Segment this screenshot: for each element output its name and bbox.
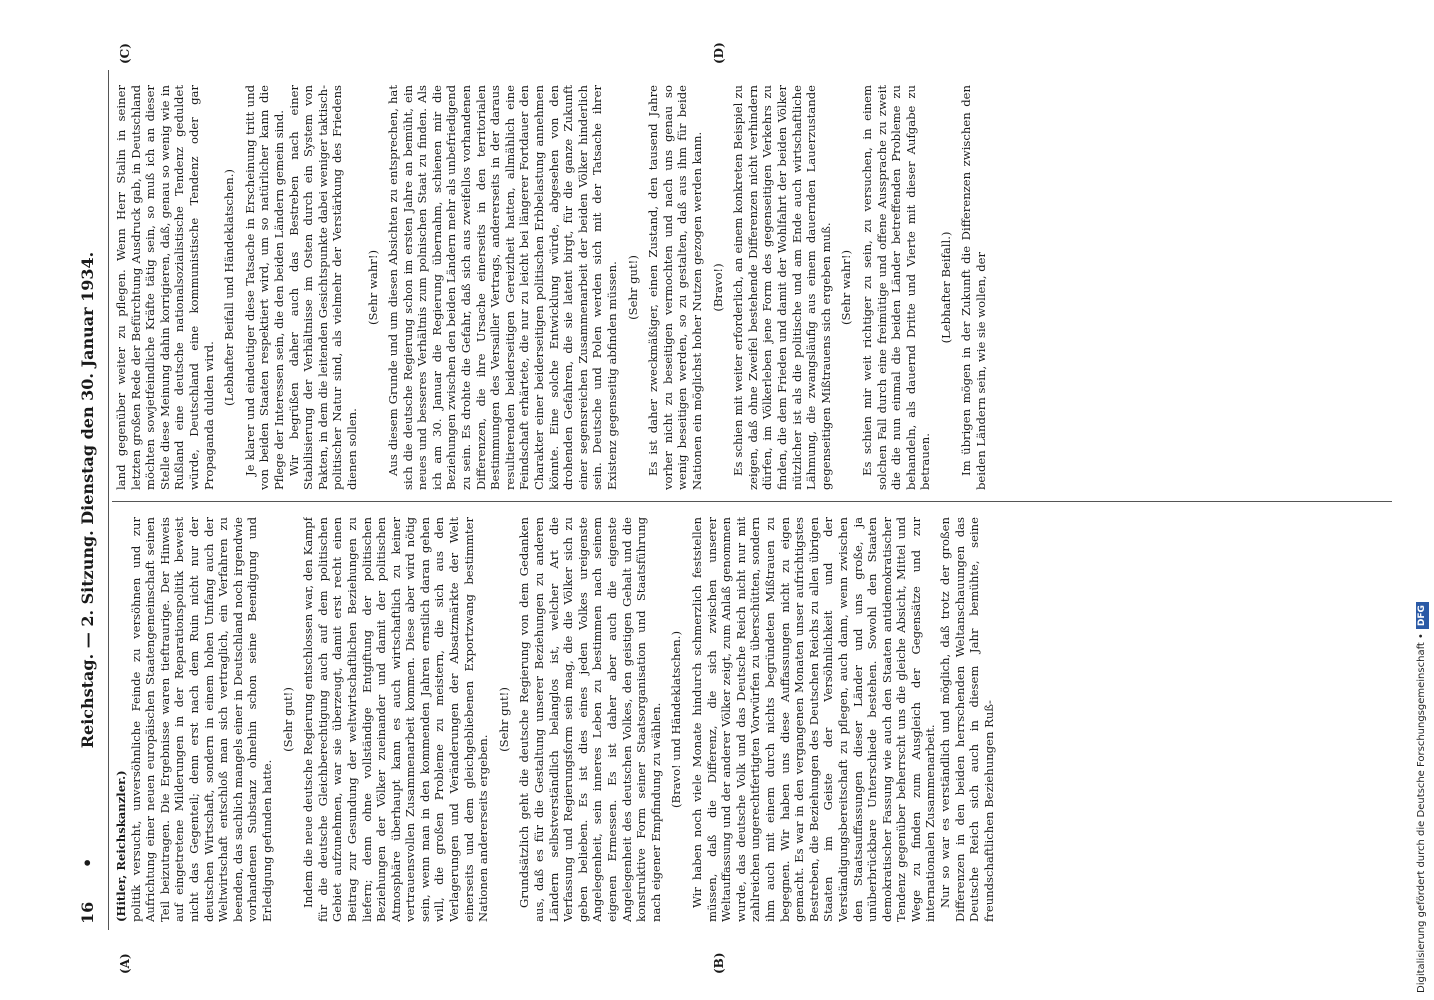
paragraph: Es ist daher zweckmäßiger, einen Zustand, den tausend Jahre vorher nicht zu beseitigen vermochten und nach uns genau so wenig beseitigen werden, so zu gestalten, daß aus ihm für beide Nationen ein möglichst hoher Nutzen gezogen werden kann.	[646, 85, 704, 490]
paragraph: Aus diesem Grunde und um diesen Absichten zu entsprechen, hat sich die deutsche Regierung schon im ersten Jahre an bemüht, ein neues und besseres Verhältnis zum polnischen Staat zu finden. Als ich am 30. Januar die Regierung übernahm, schienen mir die Beziehungen zwischen den beiden Ländern mehr als unbefriedigend zu sein. Es drohte die Gefahr, daß sich aus zweifellos vorhandenen Differenzen, die ihre Ursache einerseits in den territorialen Bestimmungen des Versailler Vertrags, andererseits in der daraus resultierenden beiderseitigen Gereiztheit hatten, allmählich eine Feindschaft erhärtete, die nur zu leicht bei längerer Fortdauer den Charakter einer beiderseitigen politischen Erbbelastung annehmen könnte. Eine solche Entwicklung würde, abgesehen von den drohenden Gefahren, die sie latent birgt, für die ganze Zukunft einer segensreichen Zusammenarbeit der beiden Völker hinderlich sein. Deutsche und Polen werden sich mit der Tatsache ihrer Existenz gegenseitig abfinden müssen.	[386, 85, 619, 490]
page-number: 16	[78, 901, 97, 924]
reaction: (Lebhafter Beifall und Händeklatschen.)	[222, 169, 237, 406]
paragraph: Es schien mir weit richtiger zu sein, zu versuchen, in einem solchen Fall durch eine freimütige und offene Aussprache zu zweit die die nun einmal die beiden Länder betreffenden Probleme zu behandeln, als dauernd Dritte und Vierte mit dieser Aufgabe zu betrauen.	[859, 85, 933, 490]
reaction: (Sehr gut!)	[625, 255, 640, 320]
header-rule	[108, 70, 109, 930]
digitization-note-text-wrap	[1413, 8, 1431, 993]
paragraph: Wir begrüßen daher auch das Bestreben nach einer Stabilisierung der Verhältnisse im Osten durch ein System von Pakten, in dem die leitenden Gesichtspunkte dabei weniger taktisch-politischer Natur sind, als vielmehr der Verstärkung des Friedens dienen sollen.	[286, 85, 359, 490]
right-column	[114, 85, 1404, 490]
paragraph: Nur so war es verständlich und möglich, daß trotz der großen Differenzen in den beiden herrschenden Weltanschauungen das Deutsche Reich sich auch in diesem Jahr bemühte, seine freundschaftlichen Beziehungen Ruß-	[938, 517, 996, 922]
reaction: (Bravo!)	[710, 263, 725, 312]
margin-mark-d: (D)	[712, 42, 726, 64]
speaker-label: (Hitler, Reichskanzler.)	[114, 770, 128, 922]
paragraph: politik versucht, unversöhnliche Feinde zu versöhnen und zur Aufrichtung einer neuen europäischen Staatengemeinschaft seinen Teil beizutragen. Die Ergebnisse waren tieftraurige. Der Hinweis auf eingetretene Milderungen in der Reparationspolitik beweist nicht das Gegenteil; denn erst nach dem Ruin nicht nur der deutschen Wirtschaft, sondern in einem hohen Umfang auch der Weltwirtschaft entschloß man sich vertraglich, ein Verfahren zu beenden, das sachlich mangels einer in Deutschland noch irgendwie vorhandenen Substanz ohnehin schon seine Beendigung und Erledigung gefunden hatte.	[128, 517, 274, 922]
digitization-note-text: Digitalisierung gefördert durch die Deutsche Forschungsgemeinschaft •	[1416, 633, 1427, 993]
column-divider	[112, 501, 1392, 502]
reaction: (Lebhafter Beifall.)	[938, 231, 953, 344]
reaction: (Sehr gut!)	[496, 687, 511, 752]
reaction: (Sehr gut!)	[280, 687, 295, 752]
paragraph: Es schien mit weiter erforderlich, an einem konkreten Beispiel zu zeigen, daß ohne Zweifel bestehende Differenzen nicht verhindern dürfen, im Völkerleben jene Form des gegenseitigen Verkehrs zu finden, die dem Frieden und damit der Wohlfahrt der beiden Völker nützlicher ist als die politische und am Ende auch wirtschaftliche Lähmung, die zwangsläufig aus einem dauernden Lauerzustande gegenseitigen Mißtrauens sich ergeben muß.	[731, 85, 833, 490]
reaction: (Sehr wahr!)	[839, 249, 854, 326]
rotated-page	[72, 42, 1412, 974]
page-header	[72, 70, 108, 930]
paragraph: Wir haben noch viele Monate hindurch schmerzlich feststellen müssen, daß die Differenz, die sich zwischen unserer Weltauffassung und der anderer Völker zeigt, zum Anlaß genommen wurde, das deutsche Volk und das Deutsche Reich nicht nur mit zahlreichen ungerechtfertigten Vorwürfen zu überschütten, sondern ihm auch mit einem durch nichts begründeten Mißtrauen zu begegnen. Wir haben uns diese Auffassungen nicht zu eigen gemacht. Es war in den vergangenen Monaten unser aufrichtigstes Bestreben, die Beziehungen des Deutschen Reichs zu allen übrigen Staaten im Geiste der Versöhnlichkeit und der Verständigungsbereitschaft zu pflegen, auch dann, wenn zwischen den Staatsauffassungen dieser Länder und uns große, ja unüberbrückbare Unterschiede bestehen. Sowohl den Staaten demokratischer Fassung wie auch den Staaten antidemokratischer Tendenz gegenüber beherrscht uns die gleiche Absicht, Mittel und Wege zu finden zum Ausgleich der Gegensätze und zur internationalen Zusammenarbeit.	[689, 517, 938, 922]
paragraph: Grundsätzlich geht die deutsche Regierung von dem Gedanken aus, daß es für die Gestaltung unserer Beziehungen zu anderen Ländern selbstverständlich belanglos ist, welcher Art die Verfassung und Regierungsform sein mag, die die Völker sich zu geben belieben. Es ist dies eines jeden Volkes ureigenste Angelegenheit, sein inneres Leben zu bestimmen nach seinem eigenen Ermessen. Es ist daher aber auch die eigenste Angelegenheit des deutschen Volkes, den geistigen Gehalt und die konstruktive Form seiner Staatsorganisation und Staatsführung nach eigener Empfindung zu wählen.	[517, 517, 663, 922]
reaction: (Sehr wahr!)	[365, 249, 380, 326]
digitization-note	[1413, 8, 1431, 993]
header-bullet: •	[78, 857, 97, 868]
margin-mark-a: (A)	[118, 953, 132, 974]
paragraph: Indem die neue deutsche Regierung entschlossen war, den Kampf für die deutsche Gleichberechtigung auch auf dem politischen Gebiet aufzunehmen, war sie überzeugt, damit erst recht einen Beitrag zur Gesundung der weltwirtschaftlichen Beziehungen zu liefern; denn ohne vollständige Entgiftung der politischen Beziehungen der Völker zueinander und damit der politischen Atmosphäre überhaupt kann es auch wirtschaftlich zu keiner vertrauensvollen Zusammenarbeit kommen. Diese aber wird nötig sein, wenn man in den kommenden Jahren ernstlich daran gehen will, die großen Probleme zu meistern, die sich aus den Verlagerungen und Veränderungen der Absatzmärkte der Welt einerseits und dem gleichgebliebenen Exportzwang bestimmter Nationen andererseits ergeben.	[301, 517, 491, 922]
page-title: Reichstag. — 2. Sitzung. Dienstag den 30. Januar 1934.	[78, 251, 97, 749]
dfg-logo: DFG	[1416, 602, 1429, 629]
reaction: (Bravo! und Händeklatschen.)	[669, 631, 684, 808]
paragraph: Im übrigen mögen in der Zukunft die Differenzen zwischen den beiden Ländern sein, wie sie wollen, der	[959, 85, 989, 490]
paragraph: Je klarer und eindeutiger diese Tatsache in Erscheinung tritt und von beiden Staaten respektiert wird, um so natürlicher kann die Pflege der Interessen sein, die den beiden Ländern gemein sind.	[242, 85, 286, 490]
margin-mark-c: (C)	[118, 43, 132, 64]
left-column	[114, 517, 1404, 922]
paragraph: land gegenüber weiter zu pflegen. Wenn Herr Stalin in seiner letzten großen Rede der Befürchtung Ausdruck gab, in Deutschland möchten sowjetfeindliche Kräfte tätig sein, so muß ich an dieser Stelle diese Meinung dahin korrigieren, daß, genau so wenig wie in Rußland eine deutsche nationalsozialistische Tendenz geduldet würde, Deutschland eine kommunistische Tendenz oder gar Propaganda dulden wird.	[114, 85, 216, 490]
margin-mark-b: (B)	[712, 952, 726, 974]
